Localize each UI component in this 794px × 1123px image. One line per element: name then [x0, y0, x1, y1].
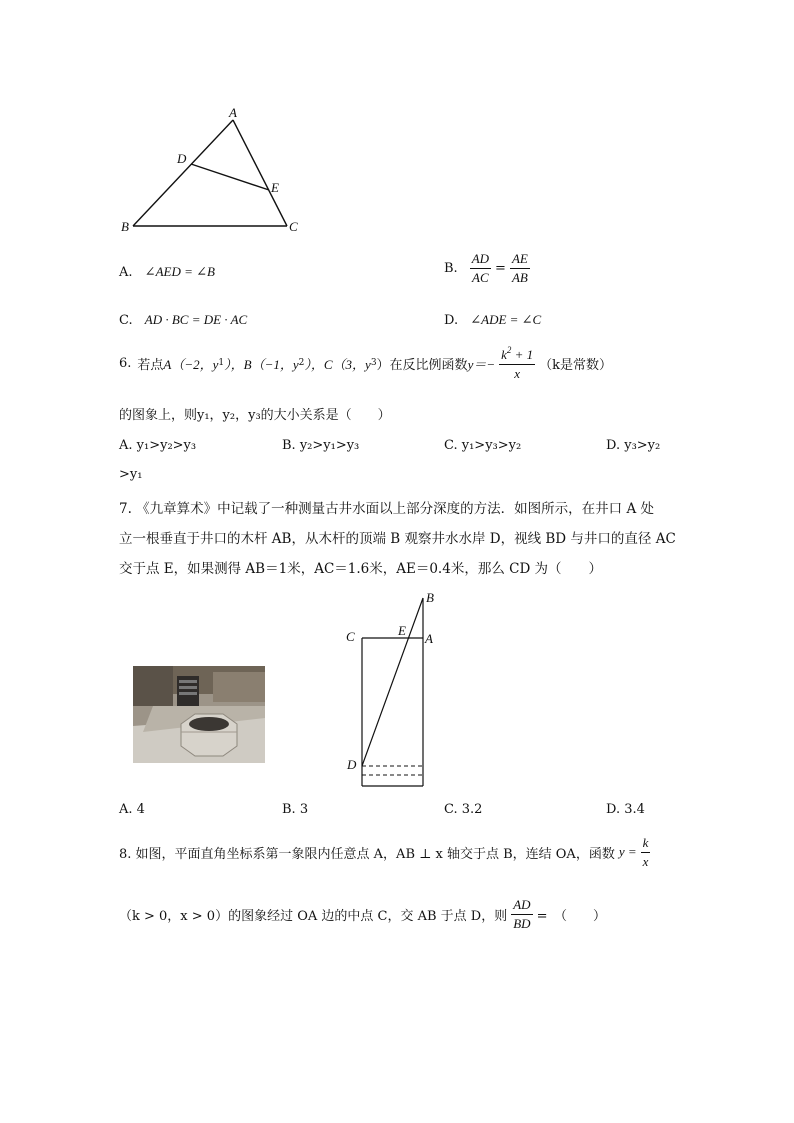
q7-option-b: B. 3 [282, 802, 309, 817]
option-letter: D. [444, 313, 459, 328]
equals-sign: = [495, 260, 506, 276]
numerator [499, 346, 535, 365]
well-photo [133, 666, 265, 763]
denominator: x [642, 853, 649, 869]
sub-1: 1 [218, 358, 225, 369]
q6-text-3: （k是常数） [539, 357, 613, 373]
k: k [501, 347, 507, 362]
q7-line3: 交于点 E，如果测得 AB＝1米，AC＝1.6米，AE＝0.4米，那么 CD 为（ ） [119, 561, 603, 577]
q7-option-d: D. 3.4 [606, 802, 645, 817]
option-letter: C. [119, 313, 133, 328]
sub-3: 3 [370, 358, 377, 369]
sub-2: 2 [298, 358, 305, 369]
fraction-ad-ac [470, 252, 491, 284]
function-y: y = [618, 844, 637, 860]
diagram-label-E: E [398, 623, 406, 638]
q8-line1 [119, 836, 652, 868]
function-k-over-x [641, 836, 651, 868]
plus-one: + 1 [511, 347, 534, 362]
q7-option-a: A. 4 [119, 802, 145, 817]
point-a: A（−2，y [163, 356, 219, 372]
q6-text-1: 若点 [137, 357, 164, 373]
fraction-ae-ab [510, 252, 530, 284]
triangle-lines [133, 120, 287, 226]
exponent: 2 [506, 345, 512, 355]
diagram-label-D: D [347, 757, 357, 772]
point-b: ），B（−1，y [224, 356, 299, 372]
q8-line2 [119, 898, 606, 930]
q5-option-c [119, 312, 247, 328]
numerator: AD [511, 898, 532, 915]
q5-option-b [444, 252, 532, 284]
label-B: B [121, 219, 129, 234]
label-C: C [289, 219, 298, 234]
diagram-label-A: A [425, 631, 433, 646]
q6-line2: 的图象上，则y₁，y₂，y₃的大小关系是（ ） [119, 408, 391, 423]
numerator: AE [510, 252, 530, 269]
ratio-ad-bd [511, 898, 532, 930]
q7-option-c: C. 3.2 [444, 802, 483, 817]
question-number: 6. [119, 355, 132, 371]
denominator: AB [511, 269, 528, 285]
label-E: E [271, 180, 279, 195]
option-text: AD · BC = DE · AC [144, 312, 248, 327]
q8-text-2: （k > 0，x > 0）的图象经过 OA 边的中点 C，交 AB 于点 D，则 [119, 908, 508, 924]
q6-option-a: A. y₁>y₂>y₃ [119, 438, 197, 453]
q8-text-1: 8. 如图，平面直角坐标系第一象限内任意点 A，AB ⊥ x 轴交于点 B，连结 OA，函数 [119, 846, 615, 862]
q7-line1: 7. 《九章算术》中记载了一种测量古井水面以上部分深度的方法．如图所示，在井口 A 处 [119, 501, 655, 517]
denominator: BD [513, 915, 531, 931]
option-text: ∠AED = ∠B [144, 264, 215, 279]
label-D: D [177, 151, 187, 166]
well-diagram [338, 588, 448, 793]
q8-text-3: = （ ） [536, 908, 606, 924]
sightline-bd [362, 598, 423, 766]
q6-option-d: D. y₃>y₂ [606, 438, 661, 453]
numerator: AD [470, 252, 491, 269]
function-y: y＝− [467, 356, 496, 372]
q5-option-a [119, 264, 215, 280]
option-letter: B. [444, 260, 458, 276]
diagram-label-B: B [426, 590, 434, 605]
function-fraction [499, 346, 535, 380]
q6-option-c: C. y₁>y₃>y₂ [444, 438, 522, 453]
q6-line1 [119, 346, 612, 380]
q6-option-b: B. y₂>y₁>y₃ [282, 438, 360, 453]
label-A: A [229, 105, 237, 120]
q7-line2: 立一根垂直于井口的木杆 AB，从木杆的顶端 B 观察井水水岸 D，视线 BD 与井口的直径 AC [119, 531, 676, 547]
q6-option-d-continued: >y₁ [119, 467, 143, 482]
denominator: AC [472, 269, 489, 285]
q5-option-d [444, 312, 541, 328]
triangle-figure [115, 100, 315, 240]
denominator: x [514, 365, 521, 381]
q6-text-2: ）在反比例函数 [376, 357, 468, 373]
numerator: k [641, 836, 651, 853]
option-letter: A. [119, 265, 133, 280]
diagram-label-C: C [346, 629, 355, 644]
option-text: ∠ADE = ∠C [470, 312, 542, 327]
point-c: ），C（3，y [304, 356, 371, 372]
